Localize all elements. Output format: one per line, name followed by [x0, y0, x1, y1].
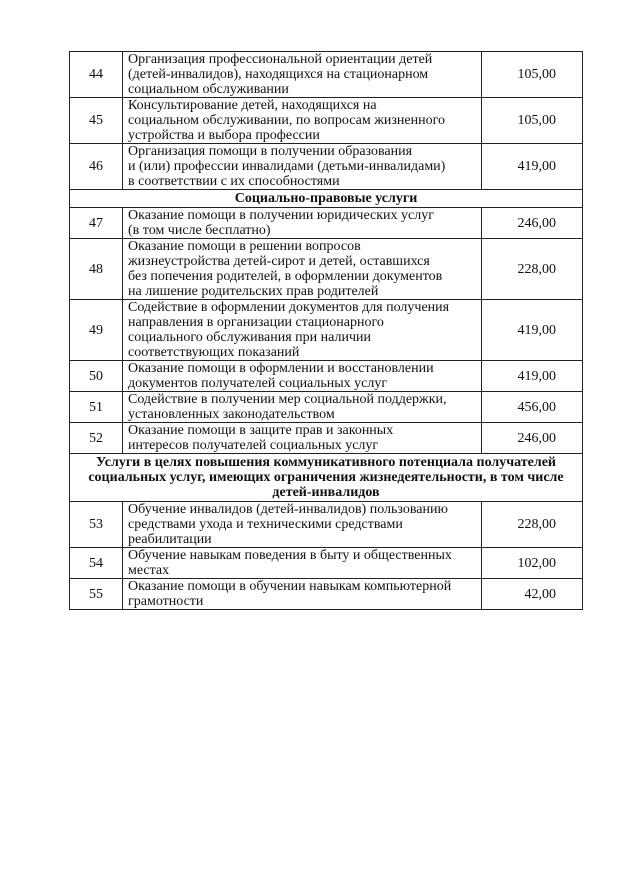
service-name-line: Консультирование детей, находящихся на [128, 98, 377, 113]
service-name-line: социальном обслуживании [128, 82, 289, 97]
section-header-row [70, 190, 583, 208]
service-name [123, 239, 482, 300]
service-name-line: устройства и выбора профессии [128, 128, 320, 143]
service-name [123, 579, 482, 610]
table-row [70, 98, 583, 144]
table-row [70, 52, 583, 98]
row-number: 46 [70, 144, 123, 190]
service-name-line: соответствующих показаний [128, 345, 300, 360]
services-table-body [70, 52, 583, 610]
service-price: 228,00 [482, 502, 583, 548]
service-name-line: без попечения родителей, в оформлении документов [128, 269, 443, 284]
section-header-row [70, 454, 583, 502]
service-name-line: Организация помощи в получении образования [128, 144, 413, 159]
table-row [70, 548, 583, 579]
row-number: 52 [70, 423, 123, 454]
service-name-line: интересов получателей социальных услуг [128, 438, 379, 453]
service-price: 419,00 [482, 300, 583, 361]
section-title-line: детей-инвалидов [272, 485, 380, 500]
service-price: 102,00 [482, 548, 583, 579]
service-name-line: социальном обслуживании, по вопросам жизненного [128, 113, 445, 128]
table-row [70, 502, 583, 548]
table-row [70, 579, 583, 610]
service-price: 419,00 [482, 361, 583, 392]
service-name [123, 52, 482, 98]
service-name-line: Содействие в получении мер социальной поддержки, [128, 392, 447, 407]
row-number: 48 [70, 239, 123, 300]
table-row [70, 300, 583, 361]
service-name-line: Оказание помощи в обучении навыкам компьютерной [128, 579, 452, 594]
row-number: 51 [70, 392, 123, 423]
service-name-line: (детей-инвалидов), находящихся на стационарном [128, 67, 429, 82]
service-name-line: местах [128, 563, 170, 578]
row-number: 53 [70, 502, 123, 548]
service-name-line: направления в организации стационарного [128, 315, 384, 330]
service-price: 105,00 [482, 98, 583, 144]
service-name [123, 502, 482, 548]
service-name-line: Обучение навыкам поведения в быту и общественных [128, 548, 452, 563]
service-price: 419,00 [482, 144, 583, 190]
service-name-line: средствами ухода и техническими средствами [128, 517, 403, 532]
table-row [70, 208, 583, 239]
service-name-line: в соответствии с их способностями [128, 174, 340, 189]
service-price: 246,00 [482, 208, 583, 239]
row-number: 49 [70, 300, 123, 361]
row-number: 47 [70, 208, 123, 239]
service-price: 105,00 [482, 52, 583, 98]
service-name [123, 361, 482, 392]
service-name-line: грамотности [128, 594, 204, 609]
row-number: 50 [70, 361, 123, 392]
services-price-table [69, 51, 583, 610]
service-name [123, 392, 482, 423]
service-name-line: документов получателей социальных услуг [128, 376, 388, 391]
service-name [123, 144, 482, 190]
table-row [70, 144, 583, 190]
service-name-line: Содействие в оформлении документов для получения [128, 300, 450, 315]
service-price: 246,00 [482, 423, 583, 454]
service-price: 42,00 [482, 579, 583, 610]
section-title-line: Услуги в целях повышения коммуникативного потенциала получателей [95, 455, 556, 470]
service-name-line: Организация профессиональной ориентации детей [128, 52, 433, 67]
service-name [123, 98, 482, 144]
section-title [70, 454, 583, 502]
service-name-line: социального обслуживания при наличии [128, 330, 371, 345]
service-name-line: Оказание помощи в получении юридических услуг [128, 208, 434, 223]
service-name [123, 548, 482, 579]
service-name-line: реабилитации [128, 532, 212, 547]
section-title-line: социальных услуг, имеющих ограничения жизнедеятельности, в том числе [88, 470, 564, 485]
service-name-line: и (или) профессии инвалидами (детьми-инвалидами) [128, 159, 446, 174]
row-number: 54 [70, 548, 123, 579]
table-row [70, 361, 583, 392]
table-row [70, 423, 583, 454]
service-name-line: жизнеустройства детей-сирот и детей, оставшихся [128, 254, 430, 269]
service-price: 456,00 [482, 392, 583, 423]
table-row [70, 239, 583, 300]
section-title-line: Социально-правовые услуги [234, 191, 418, 206]
service-name [123, 300, 482, 361]
service-name [123, 208, 482, 239]
service-name [123, 423, 482, 454]
service-name-line: Оказание помощи в защите прав и законных [128, 423, 394, 438]
service-name-line: Оказание помощи в решении вопросов [128, 239, 361, 254]
service-price: 228,00 [482, 239, 583, 300]
service-name-line: Обучение инвалидов (детей-инвалидов) пользованию [128, 502, 448, 517]
table-row [70, 392, 583, 423]
row-number: 55 [70, 579, 123, 610]
service-name-line: на лишение родительских прав родителей [128, 284, 379, 299]
service-name-line: установленных законодательством [128, 407, 335, 422]
service-name-line: (в том числе бесплатно) [128, 223, 271, 238]
row-number: 45 [70, 98, 123, 144]
row-number: 44 [70, 52, 123, 98]
section-title [70, 190, 583, 208]
service-name-line: Оказание помощи в оформлении и восстановлении [128, 361, 434, 376]
